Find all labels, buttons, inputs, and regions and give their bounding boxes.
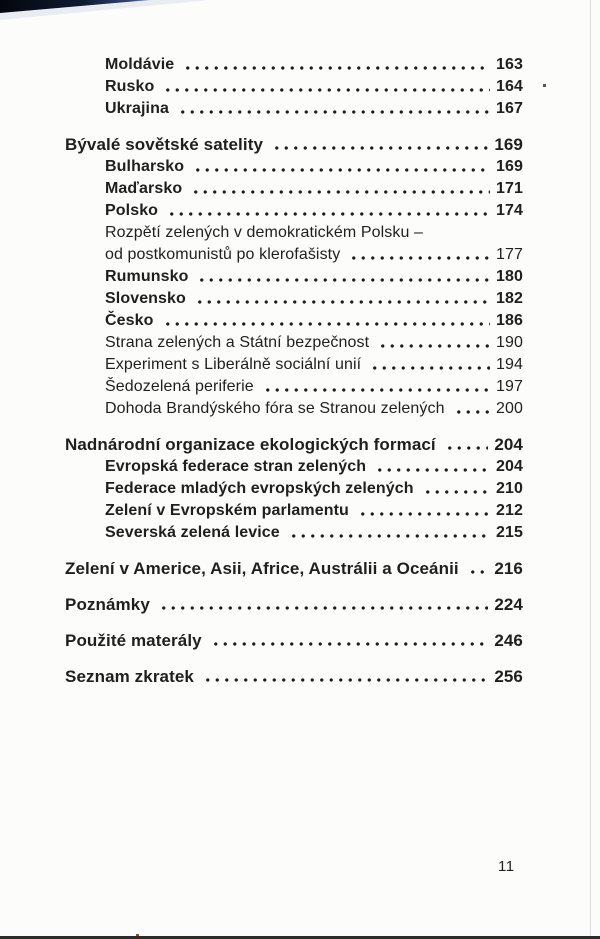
toc-entry [65, 434, 523, 456]
toc-entry-title: Šedozelená periferie [105, 378, 254, 395]
toc-entry-title: Zelení v Evropském parlamentu [105, 502, 349, 519]
toc-entry-title: Strana zelených a Státní bezpečnost [105, 334, 370, 351]
toc-entry-page: 171 [496, 180, 523, 197]
toc-entry [65, 558, 523, 580]
dot-leader [195, 266, 490, 288]
toc-entry-page: 212 [496, 502, 523, 519]
toc-entry [65, 266, 523, 288]
toc-entry-page: 204 [496, 458, 523, 475]
toc-entry-page: 194 [496, 356, 523, 373]
dot-leader [270, 134, 488, 156]
toc-entry-page: 210 [496, 480, 523, 497]
toc-entry-page: 164 [496, 78, 523, 95]
dot-leader [287, 522, 490, 544]
toc-entry [65, 222, 523, 244]
dot-leader [181, 54, 490, 76]
toc-entry [65, 310, 523, 332]
toc-entry [65, 478, 523, 500]
toc-entry-page: 216 [494, 559, 523, 578]
dot-leader [201, 666, 488, 688]
toc-entry-title: Moldávie [105, 56, 175, 73]
toc-entry-title: od postkomunistů po klerofašisty [105, 246, 341, 263]
toc-entry-page: 163 [496, 56, 523, 73]
dot-leader [376, 332, 490, 354]
toc-entry-title: Rusko [105, 78, 155, 95]
dot-leader [157, 594, 488, 616]
toc-entry-title: Ukrajina [105, 100, 169, 117]
toc-entry [65, 522, 523, 544]
toc-entry-page: 186 [496, 312, 523, 329]
toc-entry-title: Federace mladých evropských zelených [105, 480, 414, 497]
dot-leader [452, 398, 490, 420]
dot-leader [421, 478, 490, 500]
dot-leader [189, 178, 490, 200]
toc-entry [65, 134, 523, 156]
toc-entry-title: Bývalé sovětské satelity [65, 135, 264, 154]
toc-entry [65, 178, 523, 200]
dot-leader [466, 558, 489, 580]
toc-entry-title: Severská zelená levice [105, 524, 280, 541]
toc-entry [65, 630, 523, 652]
toc-entry-title: Použité materály [65, 631, 202, 650]
toc-list [65, 54, 523, 688]
dot-leader [443, 434, 489, 456]
toc-entry-title: Evropská federace stran zelených [105, 458, 367, 475]
toc-entry-title: Seznam zkratek [65, 667, 194, 686]
toc-entry [65, 376, 523, 398]
dot-leader [356, 500, 490, 522]
toc-entry-title: Experiment s Liberálně sociální unií [105, 356, 362, 373]
toc-entry-title: Rumunsko [105, 268, 189, 285]
toc-entry-page: 197 [496, 378, 523, 395]
toc-entry-title: Bulharsko [105, 158, 185, 175]
toc-entry-title: Rozpětí zelených v demokratickém Polsku – [105, 224, 424, 241]
toc-entry [65, 398, 523, 420]
toc-entry [65, 54, 523, 76]
toc-entry [65, 354, 523, 376]
toc-entry-page: 204 [494, 435, 523, 454]
toc-entry [65, 98, 523, 120]
dot-leader [165, 200, 490, 222]
toc-entry [65, 666, 523, 688]
toc-entry-page: 177 [496, 246, 523, 263]
dot-leader [191, 156, 490, 178]
dot-leader [368, 354, 490, 376]
dot-leader [209, 630, 489, 652]
toc-entry [65, 200, 523, 222]
toc-entry-page: 200 [496, 400, 523, 417]
toc-entry-title: Zelení v Americe, Asii, Africe, Austrálii a Oceánii [65, 559, 459, 578]
toc-entry-page: 215 [496, 524, 523, 541]
toc-entry-page: 167 [496, 100, 523, 117]
toc-entry-title: Dohoda Brandýského fóra se Stranou zelených [105, 400, 445, 417]
toc-entry [65, 456, 523, 478]
toc-entry-page: 224 [494, 595, 523, 614]
toc-entry [65, 156, 523, 178]
toc-entry [65, 594, 523, 616]
toc-entry-page: 256 [494, 667, 523, 686]
dot-leader [161, 310, 490, 332]
toc-entry [65, 500, 523, 522]
toc-entry-page: 169 [496, 158, 523, 175]
toc-entry-title: Slovensko [105, 290, 186, 307]
toc-entry-page: 182 [496, 290, 523, 307]
scan-speck [543, 84, 546, 87]
toc-entry-page: 190 [496, 334, 523, 351]
toc-entry-title: Česko [105, 312, 154, 329]
toc-entry-page: 180 [496, 268, 523, 285]
dot-leader [176, 98, 490, 120]
toc-entry-page: 246 [494, 631, 523, 650]
toc-entry-title: Poznámky [65, 595, 150, 614]
toc-entry [65, 244, 523, 266]
toc-entry-title: Polsko [105, 202, 159, 219]
dot-leader [347, 244, 490, 266]
toc-entry-page: 174 [496, 202, 523, 219]
page-number: 11 [498, 858, 515, 875]
toc-entry [65, 332, 523, 354]
dot-leader [193, 288, 490, 310]
toc-entry [65, 288, 523, 310]
dot-leader [373, 456, 490, 478]
toc-entry-title: Maďarsko [105, 180, 183, 197]
dot-leader [161, 76, 490, 98]
dot-leader [261, 376, 490, 398]
toc-entry [65, 76, 523, 98]
scan-artifact-right-edge [590, 0, 591, 939]
toc-entry-title: Nadnárodní organizace ekologických formací [65, 435, 436, 454]
toc-entry-page: 169 [494, 135, 523, 154]
